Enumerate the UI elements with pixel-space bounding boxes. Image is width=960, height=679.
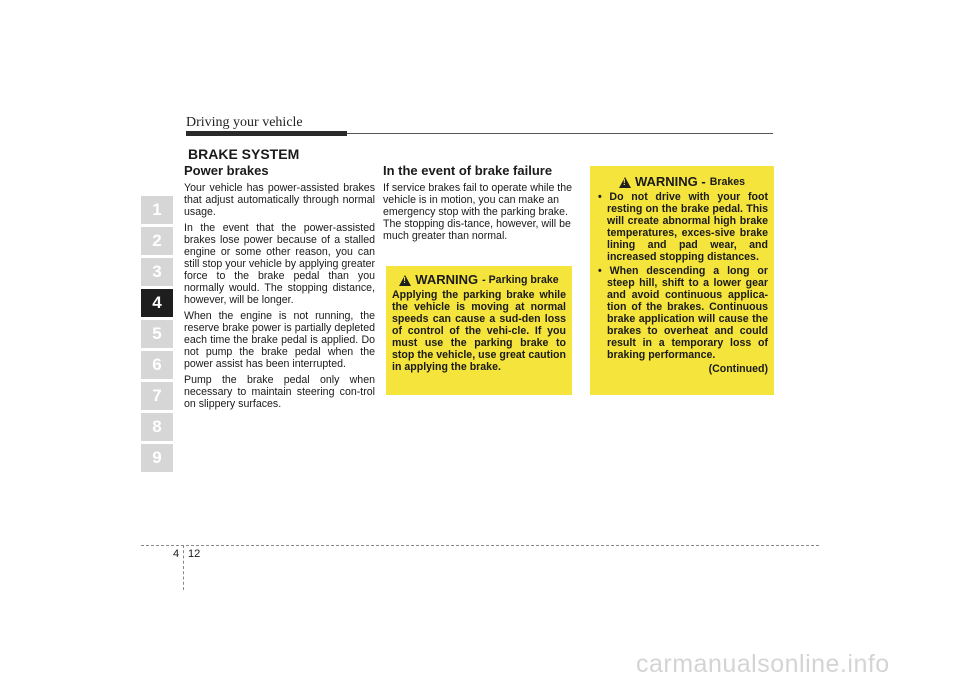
brake-failure-paragraph: If service brakes fail to operate while the vehicle is in motion, you can make an emergency stop with the parking brake. The stopping dis-tance, however, will be much greater than normal. (383, 182, 573, 242)
brakes-warning (590, 166, 774, 395)
footer-chapter-number: 4 (173, 548, 180, 560)
brake-failure-column (383, 165, 574, 246)
warning-list-item: • Do not drive with your foot resting on the brake pedal. This will create abnormal high brake temperatures, exces-sive brake lining and pad wear, and increased stopping distances. (598, 191, 769, 263)
chapter-tab-2[interactable]: 2 (141, 227, 173, 255)
footer-page-number: 12 (188, 548, 201, 560)
chapter-tab-6[interactable]: 6 (141, 351, 173, 379)
section-title: BRAKE SYSTEM (188, 146, 300, 162)
header-bar (186, 131, 347, 136)
warning-list-item: • When descending a long or steep hill, shift to a lower gear and avoid continuous applica-tion of the brakes. Continuous brake application will cause the brakes to overheat and could result in a temporary loss of braking performance. (598, 265, 768, 361)
parking-brake-warning (386, 266, 572, 395)
warning-item-text: When descending a long or steep hill, shift to a lower gear and avoid continuous applica-tion of the brakes. Continuous brake application will cause the brakes to overheat and could result in a temporary loss of braking performance. (607, 265, 768, 361)
warning-icon (399, 275, 411, 286)
running-header: Driving your vehicle (186, 115, 303, 130)
chapter-tab-7[interactable]: 7 (141, 382, 173, 410)
warning-item-text: Do not drive with your foot resting on the brake pedal. This will create abnormal high brake temperatures, exces-sive brake lining and pad wear, and increased stopping distances. (607, 191, 769, 263)
chapter-tabs (141, 196, 173, 475)
chapter-tab-9[interactable]: 9 (141, 444, 173, 472)
brake-failure-heading: In the event of brake failure (383, 163, 553, 178)
watermark: carmanualsonline.info (636, 650, 890, 678)
chapter-tab-8[interactable]: 8 (141, 413, 173, 441)
chapter-tab-3[interactable]: 3 (141, 258, 173, 286)
warning-list (596, 191, 768, 361)
chapter-tab-1[interactable]: 1 (141, 196, 173, 224)
warning-icon (619, 177, 631, 188)
warning-label: WARNING - (634, 174, 706, 189)
power-brakes-paragraph: When the engine is not running, the reserve brake power is partially depleted each time the brake pedal is applied. Do not pump the brake pedal when the power assist has been interrupted. (184, 310, 375, 370)
power-brakes-paragraph: In the event that the power-assisted brakes lose power because of a stalled engine or some other reason, you can still stop your vehicle by applying greater force to the brake pedal than you normally would. The stopping distance, however, will be longer. (184, 222, 375, 306)
warning-label: WARNING (415, 272, 479, 287)
continued-label: (Continued) (708, 363, 768, 375)
power-brakes-paragraph: Your vehicle has power-assisted brakes that adjust automatically through normal usage. (184, 182, 375, 218)
footer-rule (141, 545, 819, 546)
warning-text: Applying the parking brake while the vehicle is moving at normal speeds can cause a sud-den loss of control of the vehi-cle. If you must use the parking brake to stop the vehicle, use great caution in applying the brake. (392, 289, 566, 373)
power-brakes-heading: Power brakes (184, 163, 269, 178)
chapter-tab-4[interactable]: 4 (141, 289, 173, 317)
warning-subtitle: - Parking brake (482, 274, 559, 286)
chapter-tab-5[interactable]: 5 (141, 320, 173, 348)
power-brakes-paragraph: Pump the brake pedal only when necessary to maintain steering con-trol on slippery surfaces. (184, 374, 375, 410)
power-brakes-column (184, 165, 375, 414)
warning-subtitle: Brakes (709, 176, 746, 188)
header-rule (347, 133, 773, 134)
footer-divider (183, 545, 184, 590)
